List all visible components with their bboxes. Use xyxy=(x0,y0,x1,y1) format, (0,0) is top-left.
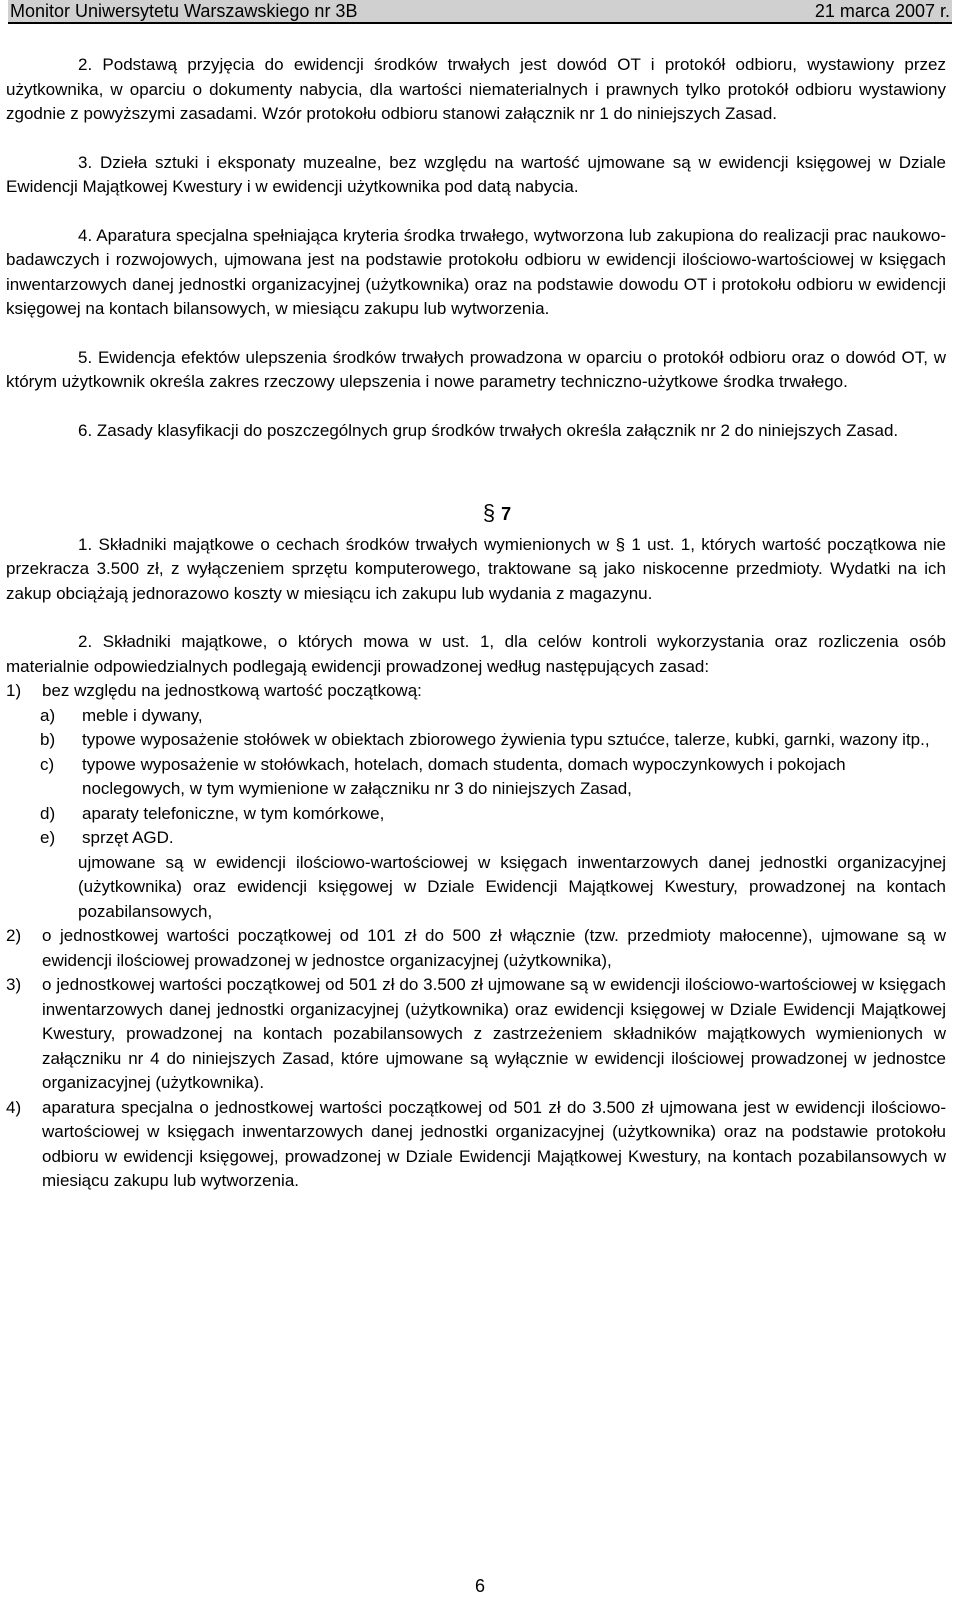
list-item-text: bez względu na jednostkową wartość początkową: xyxy=(42,681,422,700)
sub-item-letter: e) xyxy=(40,828,56,847)
paragraph-3: 3. Dzieła sztuki i eksponaty muzealne, bez względu na wartość ujmowane są w ewidencji księgowej w Dziale Ewidencji Majątkowej Kwestury i w ewidencji użytkownika pod datą nabycia. xyxy=(6,152,946,196)
sub-item-text: typowe wyposażenie w stołówkach, hotelach, domach studenta, domach wypoczynkowych i pokojach noclegowych, w tym wymienione w załączniku nr 3 do niniejszych Zasad, xyxy=(82,754,846,798)
paragraph-5: 5. Ewidencja efektów ulepszenia środków trwałych prowadzona w oparciu o protokół odbioru oraz o dowód OT, w którym użytkownik określa zakres rzeczowy ulepszenia i nowe parametry techniczno-użytkowe środka trwałego. xyxy=(6,347,946,391)
sub-item-text: aparaty telefoniczne, w tym komórkowe, xyxy=(82,803,385,823)
section-number: 7 xyxy=(501,504,512,524)
list-item xyxy=(6,1096,946,1194)
page-number: 6 xyxy=(474,1576,485,1596)
sub-list-item xyxy=(6,728,946,753)
paragraph-2: 2. Podstawą przyjęcia do ewidencji środków trwałych jest dowód OT i protokół odbioru, wystawiony przez użytkownika, w oparciu o dokumenty nabycia, dla wartości niematerialnych i prawnych tylko protokół odbioru wystawiony zgodnie z powyższymi zasadami. Wzór protokołu odbioru stanowi załącznik nr 1 do niniejszych Zasad. xyxy=(6,55,946,123)
list-item-number: 4) xyxy=(6,1097,22,1117)
section-symbol: § xyxy=(482,500,496,525)
header-date: 21 marca 2007 r. xyxy=(814,0,950,21)
sub-list-item xyxy=(6,753,946,802)
paragraph-4: 4. Aparatura specjalna spełniająca kryteria środka trwałego, wytworzona lub zakupiona do realizacji prac naukowo-badawczych i rozwojowych, ujmowana jest na podstawie protokołu odbioru w ewidencji ilościowo-wartościowej w księgach inwentarzowych danej jednostki organizacyjnej (użytkownika) oraz na podstawie dowodu OT i protokołu odbioru w ewidencji księgowej na kontach bilansowych, w miesiącu zakupu lub wytworzenia. xyxy=(6,225,946,318)
sub-list-item xyxy=(6,826,946,851)
paragraph-6: 6. Zasady klasyfikacji do poszczególnych grup środków trwałych określa załącznik nr 2 do niniejszych Zasad. xyxy=(78,420,899,440)
sub-item-text: typowe wyposażenie stołówek w obiektach zbiorowego żywienia typu sztućce, talerze, kubki, garnki, wazony itp., xyxy=(82,730,930,749)
list-item-text: o jednostkowej wartości początkowej od 501 zł do 3.500 zł ujmowane są w ewidencji ilościowo-wartościowej w księgach inwentarzowych danej jednostki organizacyjnej (użytkownika) oraz ewidencji księgowej w Dziale Ewidencji Majątkowej Kwestury, prowadzonej na kontach pozabilansowych z zastrzeżeniem składników majątkowych wymienionych w załączniku nr 4 do niniejszych Zasad, które ujmowane są wyłącznie w ewidencji ilościowej prowadzonej w jednostce organizacyjnej (użytkownika). xyxy=(42,975,946,1092)
sub-item-letter: b) xyxy=(40,730,56,749)
document-body xyxy=(6,53,946,1194)
s7-paragraph-2: 2. Składniki majątkowe, o których mowa w ust. 1, dla celów kontroli wykorzystania oraz rozliczenia osób materialnie odpowiedzialnych podlegają ewidencji prowadzonej według następujących zasad: xyxy=(6,632,946,676)
list-item xyxy=(6,924,946,973)
list-item-text: o jednostkowej wartości początkowej od 101 zł do 500 zł włącznie (tzw. przedmioty małocenne), ujmowane są w ewidencji ilościowej prowadzonej w jednostce organizacyjnej (użytkownika), xyxy=(42,926,946,970)
list-item-number: 3) xyxy=(6,975,22,994)
section-heading xyxy=(6,501,946,527)
list-item-text: aparatura specjalna o jednostkowej wartości początkowej od 501 zł do 3.500 zł ujmowana jest w ewidencji ilościowo-wartościowej w księgach inwentarzowych danej jednostki organizacyjnej (użytkownika) oraz na podstawie protokołu odbioru w ewidencji księgowej, prowadzonej w Dziale Ewidencji Majątkowej Kwestury, na kontach pozabilansowych w miesiącu zakupu lub wytworzenia. xyxy=(42,1097,946,1190)
sub-item-letter: d) xyxy=(40,803,56,823)
running-header xyxy=(8,0,952,24)
s7-paragraph-1: 1. Składniki majątkowe o cechach środków trwałych wymienionych w § 1 ust. 1, których wartość początkowa nie przekracza 3.500 zł, z wyłączeniem sprzętu komputerowego, traktowane są jako niskocenne przedmioty. Wydatki na ich zakup obciążają jednorazowo koszty w miesiącu ich zakupu lub wydania z magazynu. xyxy=(6,534,946,603)
list-item-continuation: ujmowane są w ewidencji ilościowo-wartościowej w księgach inwentarzowych danej jednostki organizacyjnej (użytkownika) oraz ewidencji księgowej w Dziale Ewidencji Majątkowej Kwestury, prowadzonej na kontach pozabilansowych, xyxy=(78,852,946,921)
sub-list-item xyxy=(6,802,946,827)
list-item xyxy=(6,973,946,1096)
sub-item-text: meble i dywany, xyxy=(82,705,203,725)
header-publication: Monitor Uniwersytetu Warszawskiego nr 3B xyxy=(10,0,358,21)
sub-list-item xyxy=(6,704,946,729)
sub-item-letter: c) xyxy=(40,754,55,774)
list-item xyxy=(6,679,946,704)
list-item-number: 2) xyxy=(6,926,22,945)
sub-item-text: sprzęt AGD. xyxy=(82,828,174,847)
list-item-number: 1) xyxy=(6,681,22,700)
sub-item-letter: a) xyxy=(40,705,56,725)
